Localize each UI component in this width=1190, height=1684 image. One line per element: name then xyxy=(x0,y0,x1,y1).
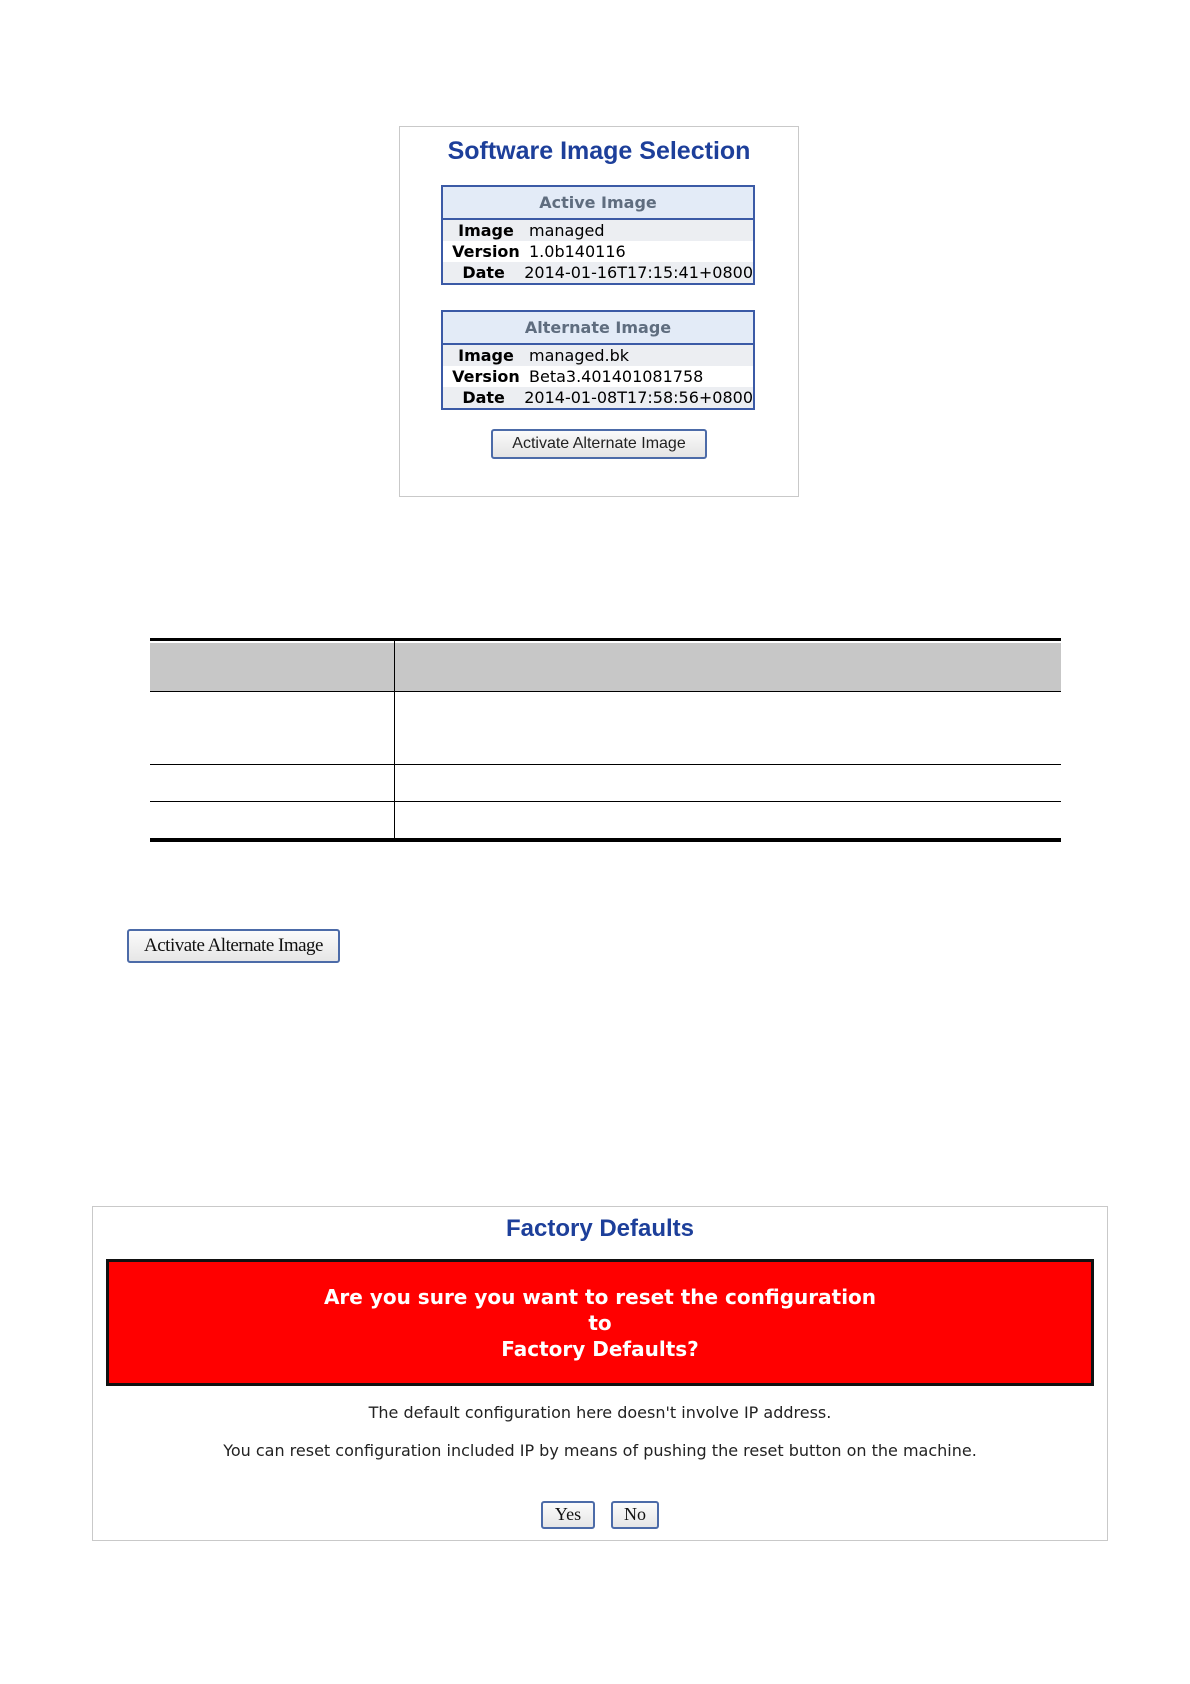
row-value: 2014-01-08T17:58:56+0800 xyxy=(524,388,753,407)
active-image-table xyxy=(441,185,755,285)
row-label: Date xyxy=(462,388,505,407)
table-divider xyxy=(150,801,1061,802)
table-row xyxy=(443,366,753,387)
panel-title: Factory Defaults xyxy=(505,1215,695,1242)
warning-line: Factory Defaults? xyxy=(501,1336,699,1361)
no-button[interactable]: No xyxy=(611,1501,659,1529)
info-note: You can reset configuration included IP by means of pushing the reset button on the machine. xyxy=(223,1441,977,1460)
table-row xyxy=(443,241,753,262)
row-value: Beta3.401401081758 xyxy=(529,367,704,386)
warning-line: Are you sure you want to reset the configuration to xyxy=(323,1284,877,1335)
table-header-row xyxy=(150,643,1061,691)
warning-banner xyxy=(106,1259,1094,1386)
row-value: 2014-01-16T17:15:41+0800 xyxy=(524,263,753,282)
alternate-image-heading: Alternate Image xyxy=(443,312,753,345)
table-row xyxy=(443,220,753,241)
row-label: Image xyxy=(458,346,514,365)
table-top-rule xyxy=(150,638,1061,641)
table-row xyxy=(443,387,753,408)
row-label: Version xyxy=(452,242,520,261)
alternate-image-table xyxy=(441,310,755,410)
yes-button[interactable]: Yes xyxy=(541,1501,595,1529)
table-row xyxy=(443,345,753,366)
active-image-heading: Active Image xyxy=(443,187,753,220)
row-label: Image xyxy=(458,221,514,240)
info-note: The default configuration here doesn't involve IP address. xyxy=(368,1403,832,1422)
parameter-table xyxy=(150,638,1061,844)
row-value: 1.0b140116 xyxy=(529,242,626,261)
row-value: managed xyxy=(529,221,605,240)
software-image-selection-panel xyxy=(399,126,799,497)
activate-alternate-image-button[interactable]: Activate Alternate Image xyxy=(491,429,707,459)
activate-alternate-image-button[interactable]: Activate Alternate Image xyxy=(127,929,340,963)
row-value: managed.bk xyxy=(529,346,629,365)
table-column-divider xyxy=(394,641,395,838)
warning-message xyxy=(320,1284,880,1362)
row-label: Version xyxy=(452,367,520,386)
table-divider xyxy=(150,691,1061,692)
factory-defaults-panel xyxy=(92,1206,1108,1541)
table-divider xyxy=(150,764,1061,765)
row-label: Date xyxy=(462,263,505,282)
table-bottom-rule xyxy=(150,838,1061,842)
panel-title: Software Image Selection xyxy=(447,137,751,165)
table-row xyxy=(443,262,753,283)
